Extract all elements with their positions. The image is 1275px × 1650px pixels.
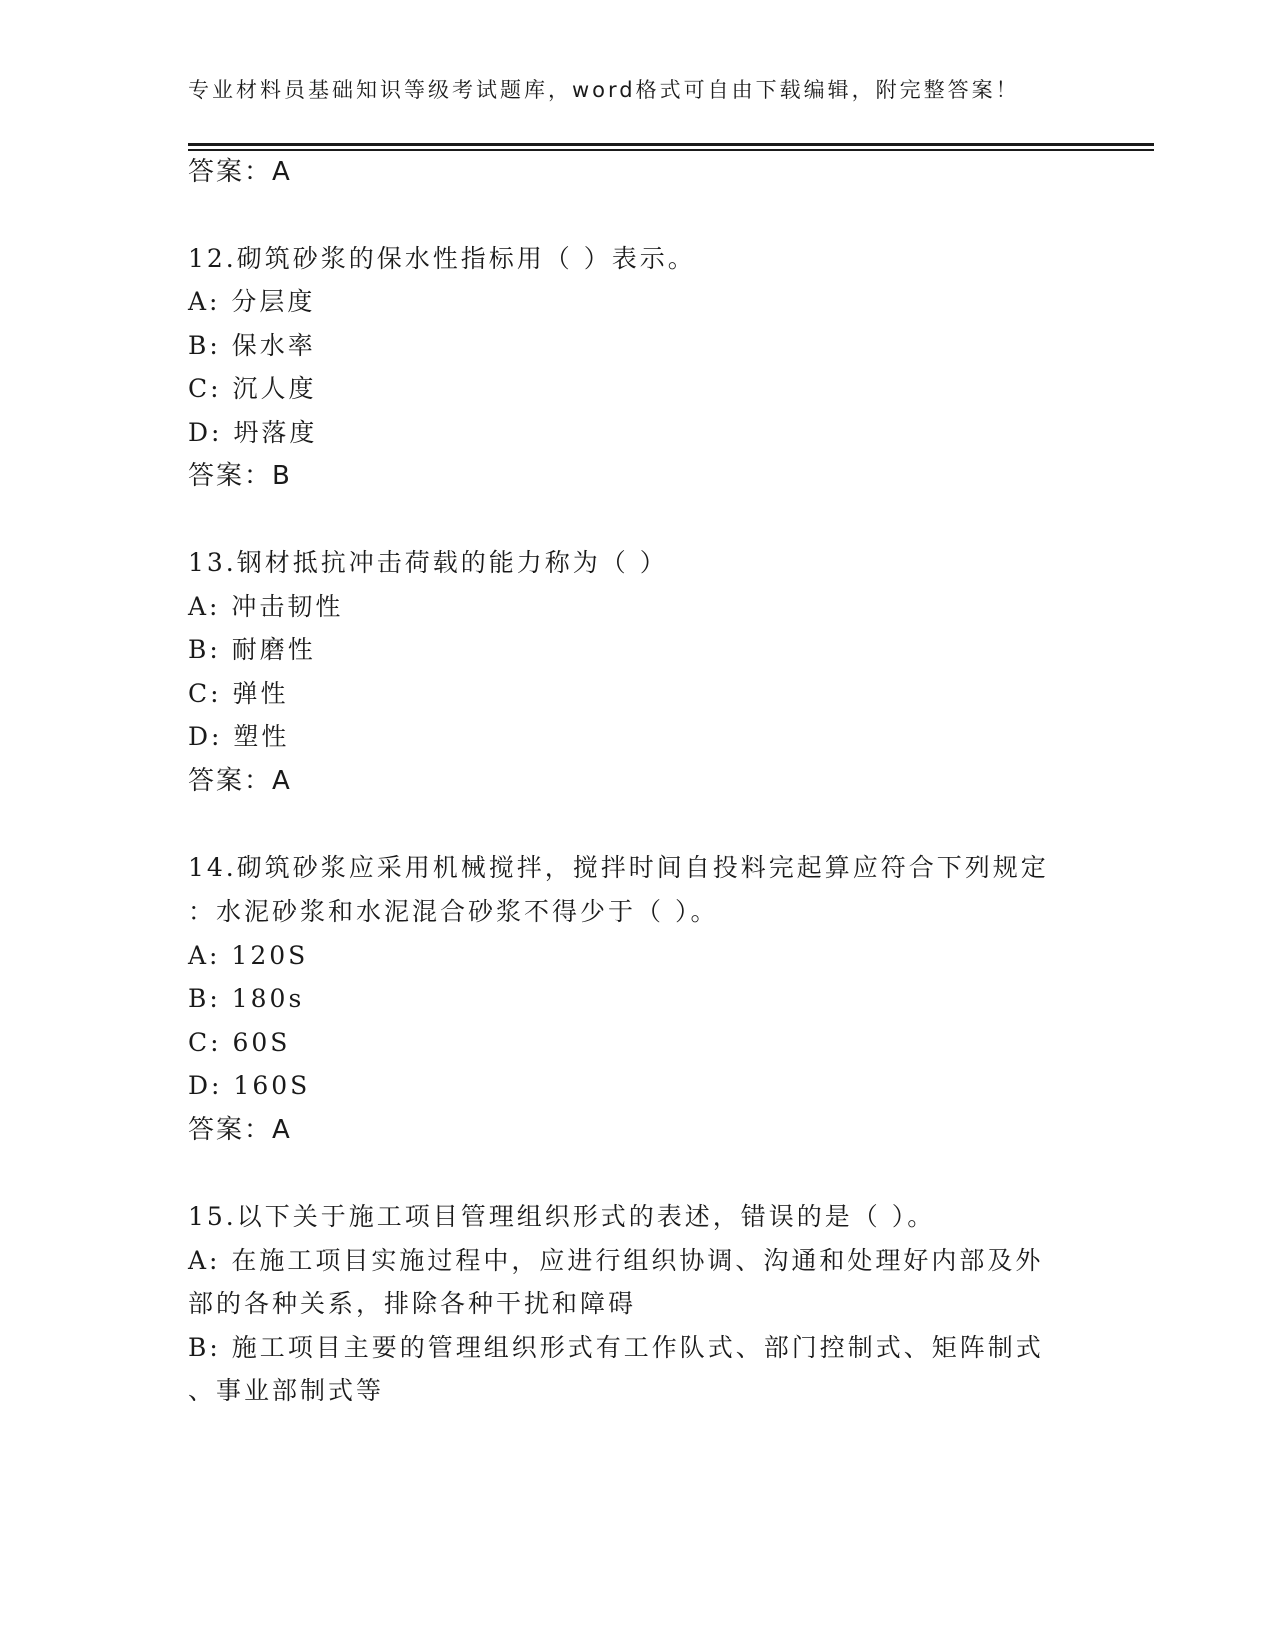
option-line: B: 保水率 [188, 331, 316, 360]
option-line: A: 冲击韧性 [188, 592, 344, 621]
option-line: D: 坍落度 [188, 418, 318, 447]
header-rule-thin [188, 149, 1154, 151]
option-line-continued: 部的各种关系，排除各种干扰和障碍 [188, 1289, 637, 1318]
option-line: C: 60S [188, 1028, 291, 1057]
option-line: B: 施工项目主要的管理组织形式有工作队式、部门控制式、矩阵制式 [188, 1333, 1044, 1362]
option-line: B: 耐磨性 [188, 635, 316, 664]
answer-line: 答案：A [188, 766, 292, 796]
question-13: 13.钢材抵抗冲击荷载的能力称为（ ） [188, 548, 668, 577]
option-line: A: 120S [188, 941, 309, 970]
question-14-continued: ：水泥砂浆和水泥混合砂浆不得少于（ ）。 [188, 897, 719, 926]
option-line-continued: 、事业部制式等 [188, 1376, 385, 1405]
option-line: D: 160S [188, 1071, 311, 1100]
option-line: A: 在施工项目实施过程中，应进行组织协调、沟通和处理好内部及外 [188, 1246, 1044, 1275]
page-header: 专业材料员基础知识等级考试题库，word格式可自由下载编辑，附完整答案！ [188, 78, 1020, 102]
question-14: 14.砌筑砂浆应采用机械搅拌，搅拌时间自投料完起算应符合下列规定 [188, 853, 1049, 882]
option-line: B: 180s [188, 984, 305, 1013]
option-line: C: 弹性 [188, 679, 289, 708]
header-rule-thick [188, 143, 1154, 146]
question-15: 15.以下关于施工项目管理组织形式的表述，错误的是（ ）。 [188, 1202, 936, 1231]
option-line: D: 塑性 [188, 722, 290, 751]
question-12: 12.砌筑砂浆的保水性指标用（ ）表示。 [188, 244, 696, 273]
option-line: C: 沉人度 [188, 374, 317, 403]
option-line: A: 分层度 [188, 287, 316, 316]
answer-line: 答案：A [188, 1115, 292, 1145]
answer-line: 答案：A [188, 157, 292, 187]
answer-line: 答案：B [188, 461, 292, 491]
